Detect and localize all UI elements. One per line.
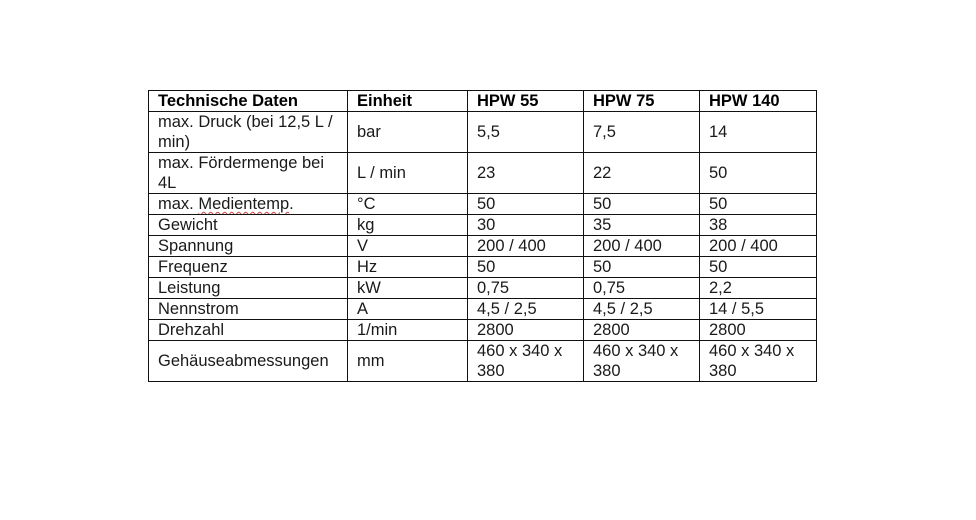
row-hpw140: 200 / 400 (700, 236, 817, 257)
header-hpw75: HPW 75 (584, 91, 700, 112)
row-hpw140: 2,2 (700, 278, 817, 299)
row-param: Gewicht (149, 215, 348, 236)
row-hpw140: 50 (700, 153, 817, 194)
row-hpw55: 23 (468, 153, 584, 194)
technical-data-table (148, 90, 817, 382)
row-hpw75: 4,5 / 2,5 (584, 299, 700, 320)
row-hpw75: 50 (584, 194, 700, 215)
header-hpw55: HPW 55 (468, 91, 584, 112)
header-hpw140: HPW 140 (700, 91, 817, 112)
row-param: Nennstrom (149, 299, 348, 320)
row-unit: °C (348, 194, 468, 215)
header-unit: Einheit (348, 91, 468, 112)
row-hpw75: 460 x 340 x 380 (584, 341, 700, 382)
row-unit: kW (348, 278, 468, 299)
table-row (149, 112, 817, 153)
row-hpw140: 50 (700, 257, 817, 278)
row-hpw55: 50 (468, 194, 584, 215)
row-hpw75: 50 (584, 257, 700, 278)
row-unit: kg (348, 215, 468, 236)
row-hpw55: 50 (468, 257, 584, 278)
row-unit: Hz (348, 257, 468, 278)
table-row (149, 153, 817, 194)
param-prefix: max. (158, 195, 199, 213)
row-hpw140: 14 / 5,5 (700, 299, 817, 320)
spellcheck-word: Medientemp (198, 195, 290, 213)
table-row (149, 320, 817, 341)
row-hpw75: 22 (584, 153, 700, 194)
table-row (149, 236, 817, 257)
table-row (149, 257, 817, 278)
row-hpw55: 5,5 (468, 112, 584, 153)
table-row (149, 194, 817, 215)
row-hpw55: 4,5 / 2,5 (468, 299, 584, 320)
row-hpw140: 50 (700, 194, 817, 215)
row-param: Frequenz (149, 257, 348, 278)
row-hpw75: 35 (584, 215, 700, 236)
row-hpw75: 200 / 400 (584, 236, 700, 257)
row-hpw55: 460 x 340 x 380 (468, 341, 584, 382)
row-hpw75: 7,5 (584, 112, 700, 153)
row-hpw140: 460 x 340 x 380 (700, 341, 817, 382)
row-unit: A (348, 299, 468, 320)
row-unit: L / min (348, 153, 468, 194)
row-hpw55: 2800 (468, 320, 584, 341)
row-hpw55: 0,75 (468, 278, 584, 299)
row-unit: V (348, 236, 468, 257)
row-hpw140: 38 (700, 215, 817, 236)
row-param: Leistung (149, 278, 348, 299)
table-row (149, 341, 817, 382)
row-param: max. Fördermenge bei 4L (149, 153, 348, 194)
row-hpw75: 0,75 (584, 278, 700, 299)
table-header-row (149, 91, 817, 112)
row-hpw55: 200 / 400 (468, 236, 584, 257)
table-row (149, 299, 817, 320)
row-unit: bar (348, 112, 468, 153)
table-row (149, 278, 817, 299)
table-row (149, 215, 817, 236)
row-param: Gehäuseabmessungen (149, 341, 348, 382)
row-hpw140: 14 (700, 112, 817, 153)
row-hpw140: 2800 (700, 320, 817, 341)
row-unit: 1/min (348, 320, 468, 341)
row-param (149, 194, 348, 215)
row-param: Spannung (149, 236, 348, 257)
row-param: max. Druck (bei 12,5 L / min) (149, 112, 348, 153)
header-technical-data: Technische Daten (149, 91, 348, 112)
param-suffix: . (289, 195, 294, 213)
row-unit: mm (348, 341, 468, 382)
row-param: Drehzahl (149, 320, 348, 341)
row-hpw55: 30 (468, 215, 584, 236)
row-hpw75: 2800 (584, 320, 700, 341)
